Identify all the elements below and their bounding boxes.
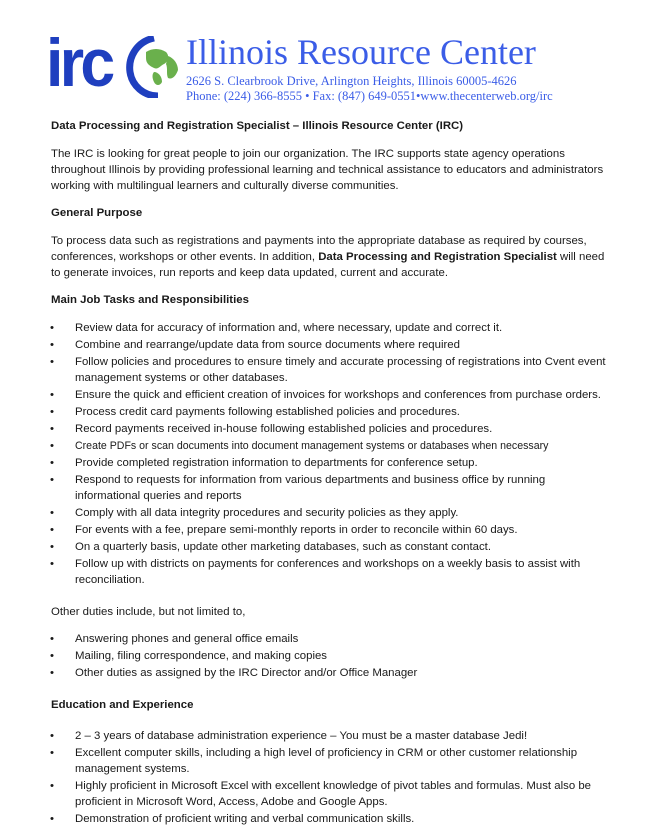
other-duties-intro: Other duties include, but not limited to, (51, 606, 246, 618)
list-item-text: Create PDFs or scan documents into document management systems or databases when necessary (75, 440, 549, 452)
list-item (51, 438, 611, 454)
list-item-text: Highly proficient in Microsoft Excel with excellent knowledge of pivot tables and formulas. Must also be proficient in Microsoft Word, Access, Adobe and Google Apps. (75, 780, 591, 808)
list-item-text: Other duties as assigned by the IRC Director and/or Office Manager (75, 667, 418, 679)
bullet-icon: • (50, 558, 54, 570)
org-contact: Phone: (224) 366-8555 • Fax: (847) 649-0551•www.thecenterweb.org/irc (186, 89, 553, 103)
logo-text: irc (46, 25, 112, 101)
list-item-text: Combine and rearrange/update data from source documents where required (75, 339, 460, 351)
globe-icon (124, 36, 182, 98)
list-item (51, 539, 611, 555)
list-item-text: Follow policies and procedures to ensure timely and accurate processing of registrations into Cvent event management systems or other databases. (75, 356, 606, 384)
document-body (51, 118, 611, 839)
list-item (51, 778, 611, 810)
list-item (51, 811, 611, 827)
list-item (51, 337, 611, 353)
bullet-icon: • (50, 667, 54, 679)
list-item (51, 745, 611, 777)
bullet-icon: • (50, 474, 54, 486)
list-item-text: On a quarterly basis, update other marketing databases, such as constant contact. (75, 541, 491, 553)
letterhead (0, 0, 647, 110)
list-item-text: For events with a fee, prepare semi-monthly reports in order to reconcile within 60 days. (75, 524, 518, 536)
bullet-icon: • (50, 524, 54, 536)
intro-paragraph: The IRC is looking for great people to join our organization. The IRC supports state agency operations throughout Illinois by providing professional learning and technical assistance to educators and administrators working with multilingual learners and culturally diverse communities. (51, 148, 604, 192)
bullet-icon: • (50, 356, 54, 368)
main-tasks-list (51, 320, 611, 588)
bullet-icon: • (50, 747, 54, 759)
list-item-text: Provide completed registration information to departments for conference setup. (75, 457, 478, 469)
bullet-icon: • (50, 780, 54, 792)
list-item (51, 631, 611, 647)
list-item (51, 387, 611, 403)
list-item (51, 556, 611, 588)
bullet-icon: • (50, 633, 54, 645)
general-purpose-heading: General Purpose (51, 207, 143, 219)
list-item (51, 665, 611, 681)
list-item (51, 354, 611, 386)
education-list (51, 728, 611, 827)
list-item (51, 404, 611, 420)
bullet-icon: • (50, 406, 54, 418)
list-item-text: Answering phones and general office emails (75, 633, 299, 645)
general-purpose-text-2: will need to generate invoices, run reports and keep data updated, current and accurate. (51, 251, 605, 279)
general-purpose-bold: Data Processing and Registration Specialist (318, 251, 557, 263)
education-heading: Education and Experience (51, 699, 194, 711)
list-item (51, 648, 611, 664)
list-item-text: Comply with all data integrity procedures and security policies as they apply. (75, 507, 459, 519)
list-item-text: Demonstration of proficient writing and verbal communication skills. (75, 813, 415, 825)
bullet-icon: • (50, 440, 54, 452)
list-item (51, 320, 611, 336)
list-item-text: Respond to requests for information from various departments and business office by running informational queries and reports (75, 474, 546, 502)
list-item-text: Record payments received in-house following established policies and procedures. (75, 423, 493, 435)
bullet-icon: • (50, 322, 54, 334)
general-purpose-text-1: To process data such as registrations and payments into the appropriate database as required by courses, conferences, workshops or other events. In addition, (51, 235, 587, 263)
list-item-text: Mailing, filing correspondence, and making copies (75, 650, 328, 662)
org-address: 2626 S. Clearbrook Drive, Arlington Heights, Illinois 60005-4626 (186, 74, 517, 88)
general-purpose-paragraph (51, 233, 611, 281)
bullet-icon: • (50, 457, 54, 469)
list-item-text: Ensure the quick and efficient creation of invoices for workshops and conferences from purchase orders. (75, 389, 601, 401)
bullet-icon: • (50, 423, 54, 435)
list-item-text: Review data for accuracy of information and, where necessary, update and correct it. (75, 322, 503, 334)
list-item (51, 728, 611, 744)
bullet-icon: • (50, 650, 54, 662)
list-item (51, 455, 611, 471)
list-item-text: Process credit card payments following established policies and procedures. (75, 406, 460, 418)
bullet-icon: • (50, 507, 54, 519)
bullet-icon: • (50, 339, 54, 351)
main-tasks-heading: Main Job Tasks and Responsibilities (51, 294, 249, 306)
bullet-icon: • (50, 730, 54, 742)
job-title: Data Processing and Registration Specialist – Illinois Resource Center (IRC) (51, 120, 464, 132)
list-item (51, 472, 611, 504)
list-item-text: Excellent computer skills, including a high level of proficiency in CRM or other customer relationship management systems. (75, 747, 578, 775)
org-name: Illinois Resource Center (186, 32, 536, 72)
bullet-icon: • (50, 541, 54, 553)
list-item-text: 2 – 3 years of database administration experience – You must be a master database Jedi! (75, 730, 528, 742)
irc-logo (46, 25, 182, 104)
other-duties-list (51, 631, 611, 681)
bullet-icon: • (50, 389, 54, 401)
list-item (51, 421, 611, 437)
bullet-icon: • (50, 813, 54, 825)
list-item (51, 505, 611, 521)
list-item-text: Follow up with districts on payments for conferences and workshops on a weekly basis to assist with reconciliation. (75, 558, 581, 586)
list-item (51, 522, 611, 538)
